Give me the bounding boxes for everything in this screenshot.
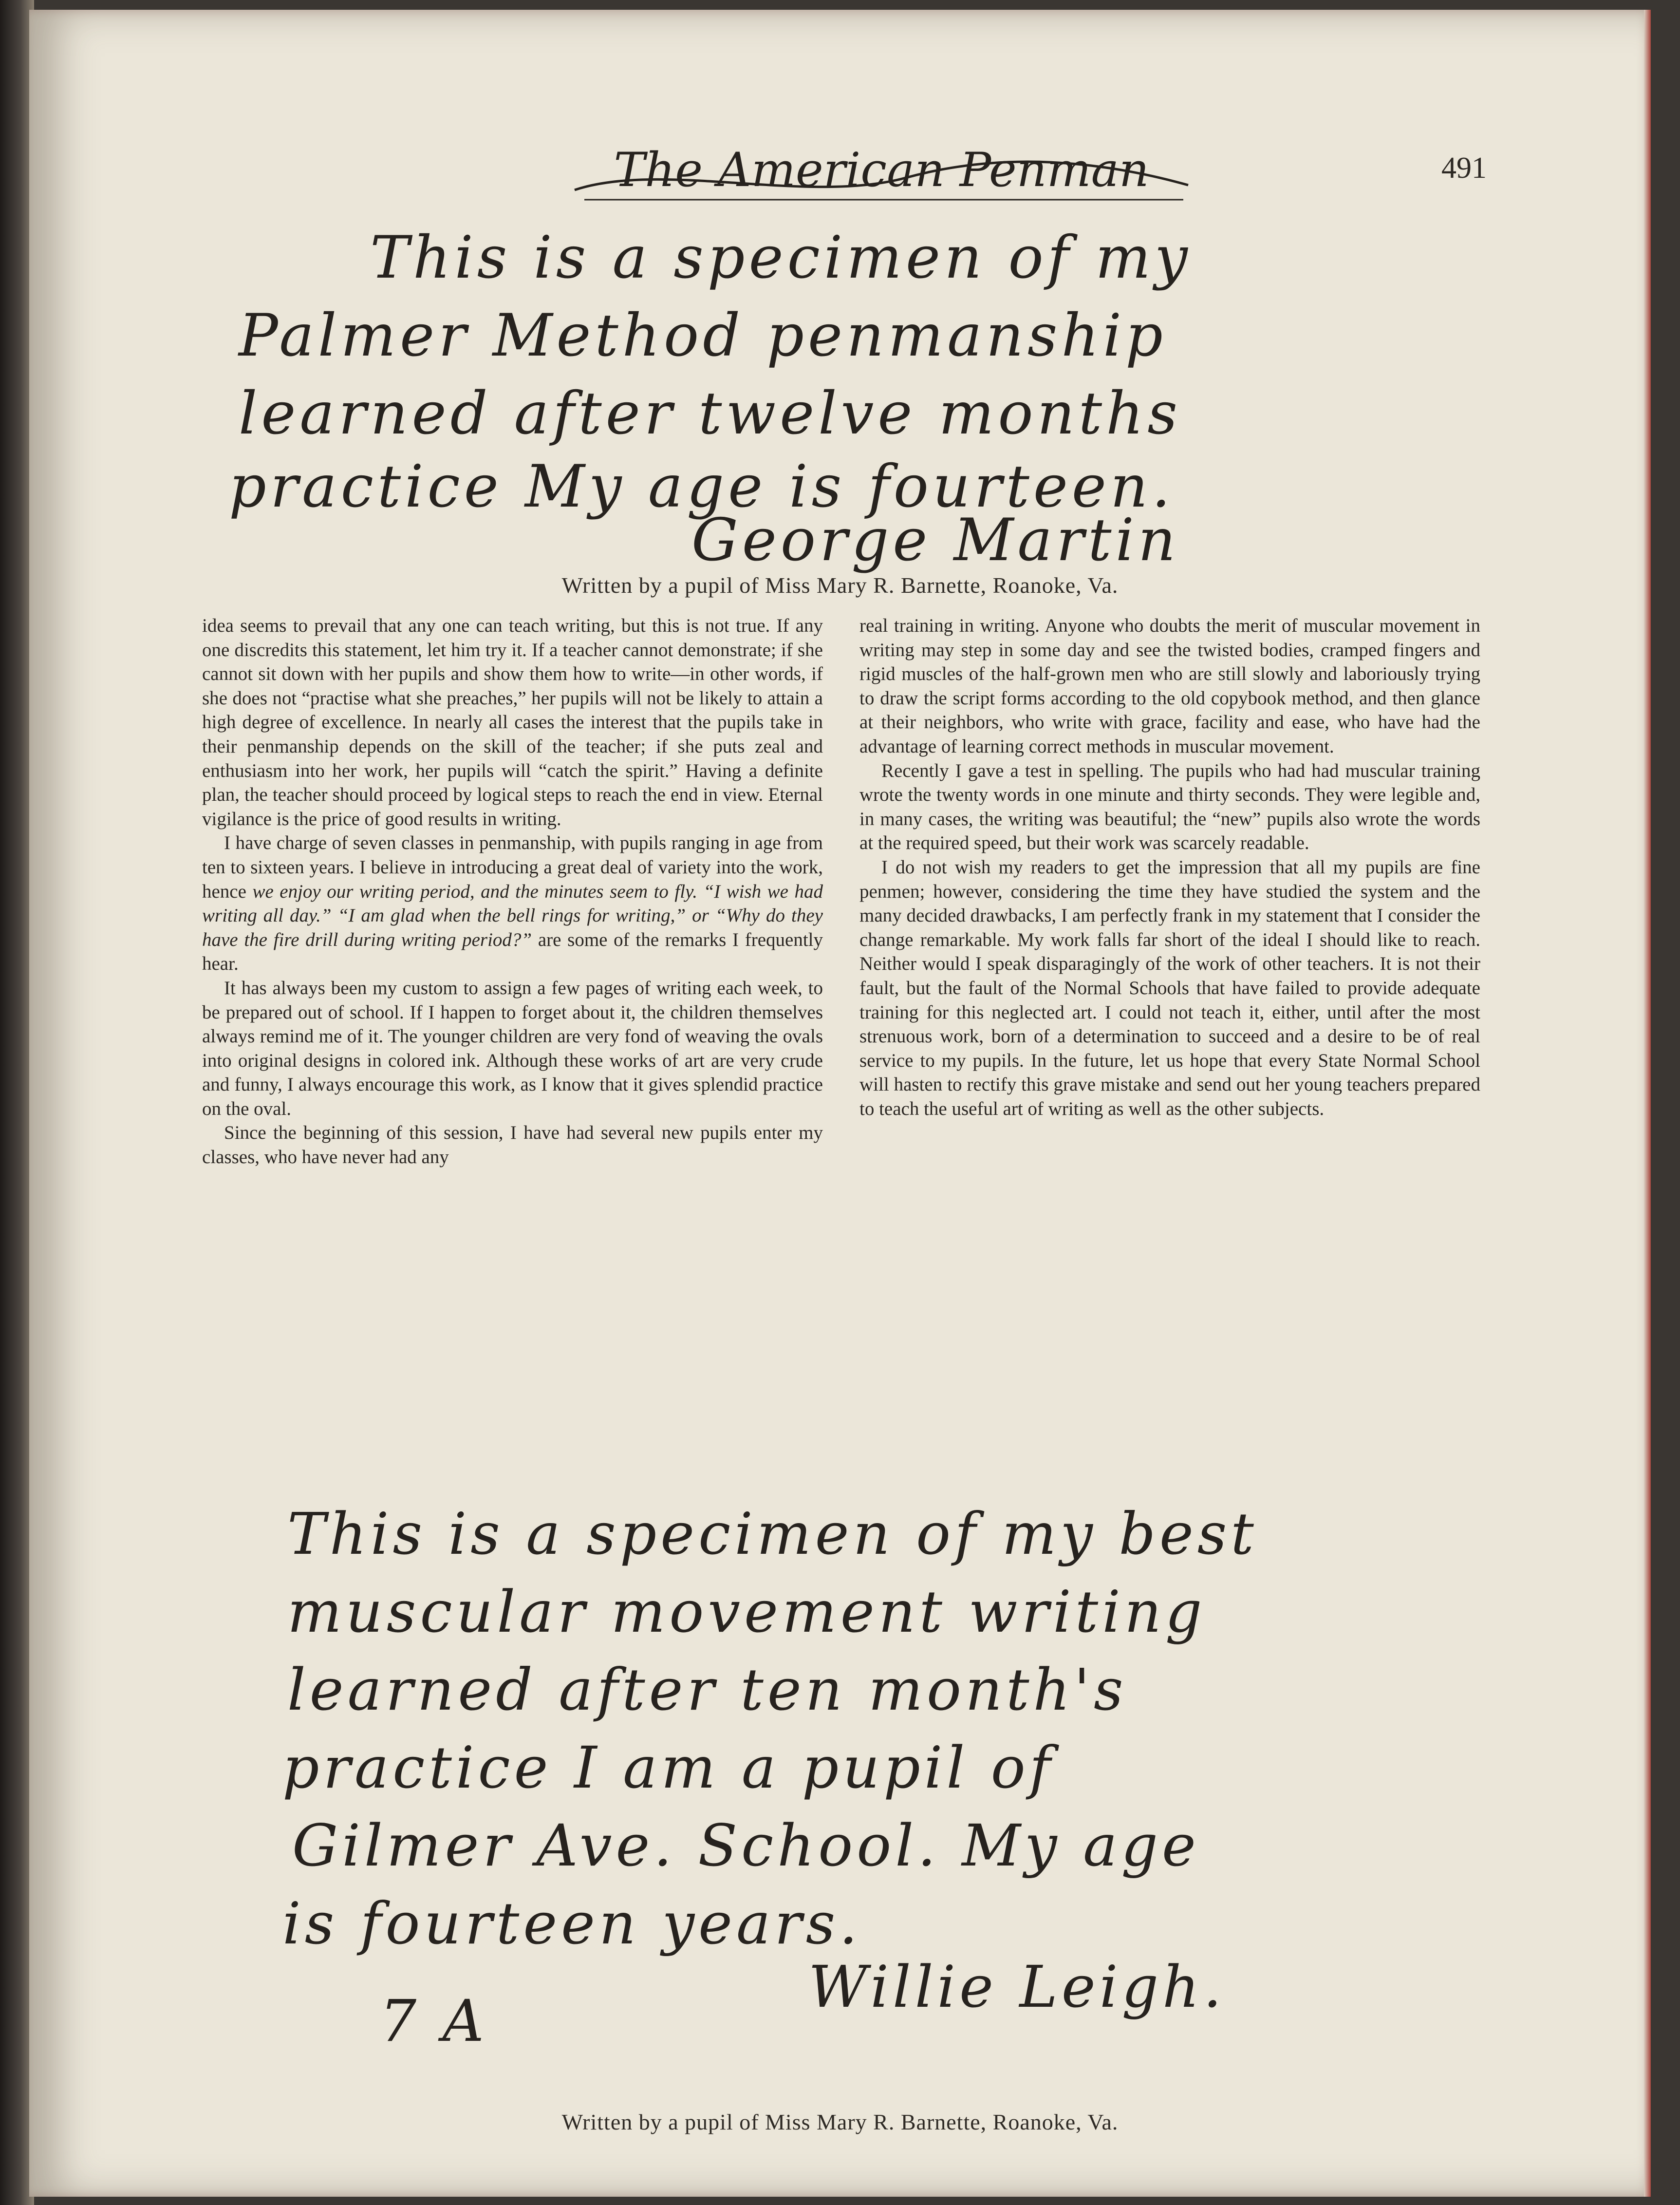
- paragraph: idea seems to prevail that any one can teach writing, but this is not true. If any one discredits this statement, let him try it. If a teacher cannot demonstrate; if she cannot sit down with her pupils and show them how to write—in other words, if she does not “practise what she preaches,” her pupils will not be likely to attain a high degree of excellence. In nearly all cases the interest that the pupils take in their penmanship depends on the skill of the teacher; if she puts zeal and enthusiasm into her work, her pupils will “catch the spirit.” Having a definite plan, the teacher should proceed by logical steps to reach the end in view. Eternal vigilance is the price of good results in writing.: [202, 615, 823, 829]
- specimen-top-line: This is a specimen of my: [370, 224, 1192, 292]
- specimen-bottom-line: Gilmer Ave. School. My age: [292, 1812, 1200, 1879]
- paragraph: [202, 831, 823, 976]
- specimen-top-line: Palmer Method penmanship: [239, 302, 1167, 370]
- paragraph: I do not wish my readers to get the impression that all my pupils are fine penmen; however, considering the time they have studied the system and the many decided drawbacks, I am perfectly frank in my statement that I consider the change remarkable. My work falls far short of the ideal I should like to reach. Neither would I speak disparagingly of the work of other teachers. It is not their fault, but the fault of the Normal Schools that have failed to provide adequate training for this neglected art. I could not teach it, either, until after the most strenuous work, born of a determination to succeed and a desire to be of real service to my pupils. In the future, let us hope that every State Normal School will hasten to rectify this grave mistake and send out her young teachers prepared to teach the useful art of writing as well as the other subjects.: [859, 856, 1480, 1119]
- specimen-bottom-line: is fourteen years.: [282, 1890, 861, 1957]
- specimen-bottom-line: practice I am a pupil of: [282, 1734, 1055, 1801]
- specimen-bottom-line: This is a specimen of my best: [287, 1500, 1258, 1567]
- paragraph-text: I have charge of seven classes in penmanship, with pupils ranging in age from ten to sixteen years. I believe in introducing a great deal of variety into the work, hence: [202, 832, 823, 902]
- paragraph: It has always been my custom to assign a few pages of writing each week, to be prepared out of school. If I happen to forget about it, the children themselves always remind me of it. The younger children are very fond of weaving the ovals into original designs in colored ink. Although these works of art are very crude and funny, I always encourage this work, as I know that it gives splendid practice on the oval.: [202, 977, 823, 1119]
- specimen-bottom-signature: Willie Leigh.: [808, 1953, 1226, 2020]
- paragraph: Recently I gave a test in spelling. The pupils who had had muscular training wrote the twenty words in one minute and thirty seconds. They were legible and, in many cases, the writing was beautiful; the “new” pupils also wrote the words at the required speed, but their work was scarcely readable.: [859, 760, 1480, 854]
- specimen-bottom-line: learned after ten month's: [287, 1656, 1127, 1723]
- page-number: 491: [1441, 151, 1487, 185]
- article-column-right: [859, 614, 1480, 1121]
- magazine-page: [29, 10, 1651, 2197]
- page-edge: [1644, 10, 1651, 2197]
- paragraph: Since the beginning of this session, I have had several new pupils enter my classes, who have never had any: [202, 1122, 823, 1168]
- specimen-top-line: learned after twelve months: [239, 380, 1181, 448]
- specimen-bottom-caption: Written by a pupil of Miss Mary R. Barnette, Roanoke, Va.: [561, 2110, 1119, 2134]
- specimen-top-caption: Written by a pupil of Miss Mary R. Barnette, Roanoke, Va.: [561, 573, 1119, 598]
- paragraph-italic-quotes: we enjoy our writing period, and the minutes seem to fly. “I wish we had writing all day.” “I am glad when the bell rings for writing,” or “Why do they have the fire drill during writing period?”: [202, 881, 823, 950]
- specimen-top-signature: George Martin: [691, 507, 1180, 574]
- specimen-top-line: practice My age is fourteen.: [229, 453, 1175, 521]
- masthead-logo: [565, 132, 1198, 214]
- masthead: [565, 132, 1198, 214]
- paragraph-text: are some of the remarks I frequently hear.: [202, 929, 823, 975]
- specimen-bottom-grade: 7 A: [380, 1987, 488, 2054]
- paragraph: real training in writing. Anyone who doubts the merit of muscular movement in writing may step in some day and see the twisted bodies, cramped fingers and rigid muscles of the half-grown men who are still slowly and laboriously trying to draw the script forms according to the old copybook method, and then glance at their neighbors, who write with grace, facility and ease, who have had the advantage of learning correct methods in muscular movement.: [859, 615, 1480, 757]
- masthead-text: The American Penman: [614, 143, 1149, 197]
- article-column-left: [202, 614, 823, 1169]
- specimen-bottom-line: muscular movement writing: [287, 1578, 1206, 1645]
